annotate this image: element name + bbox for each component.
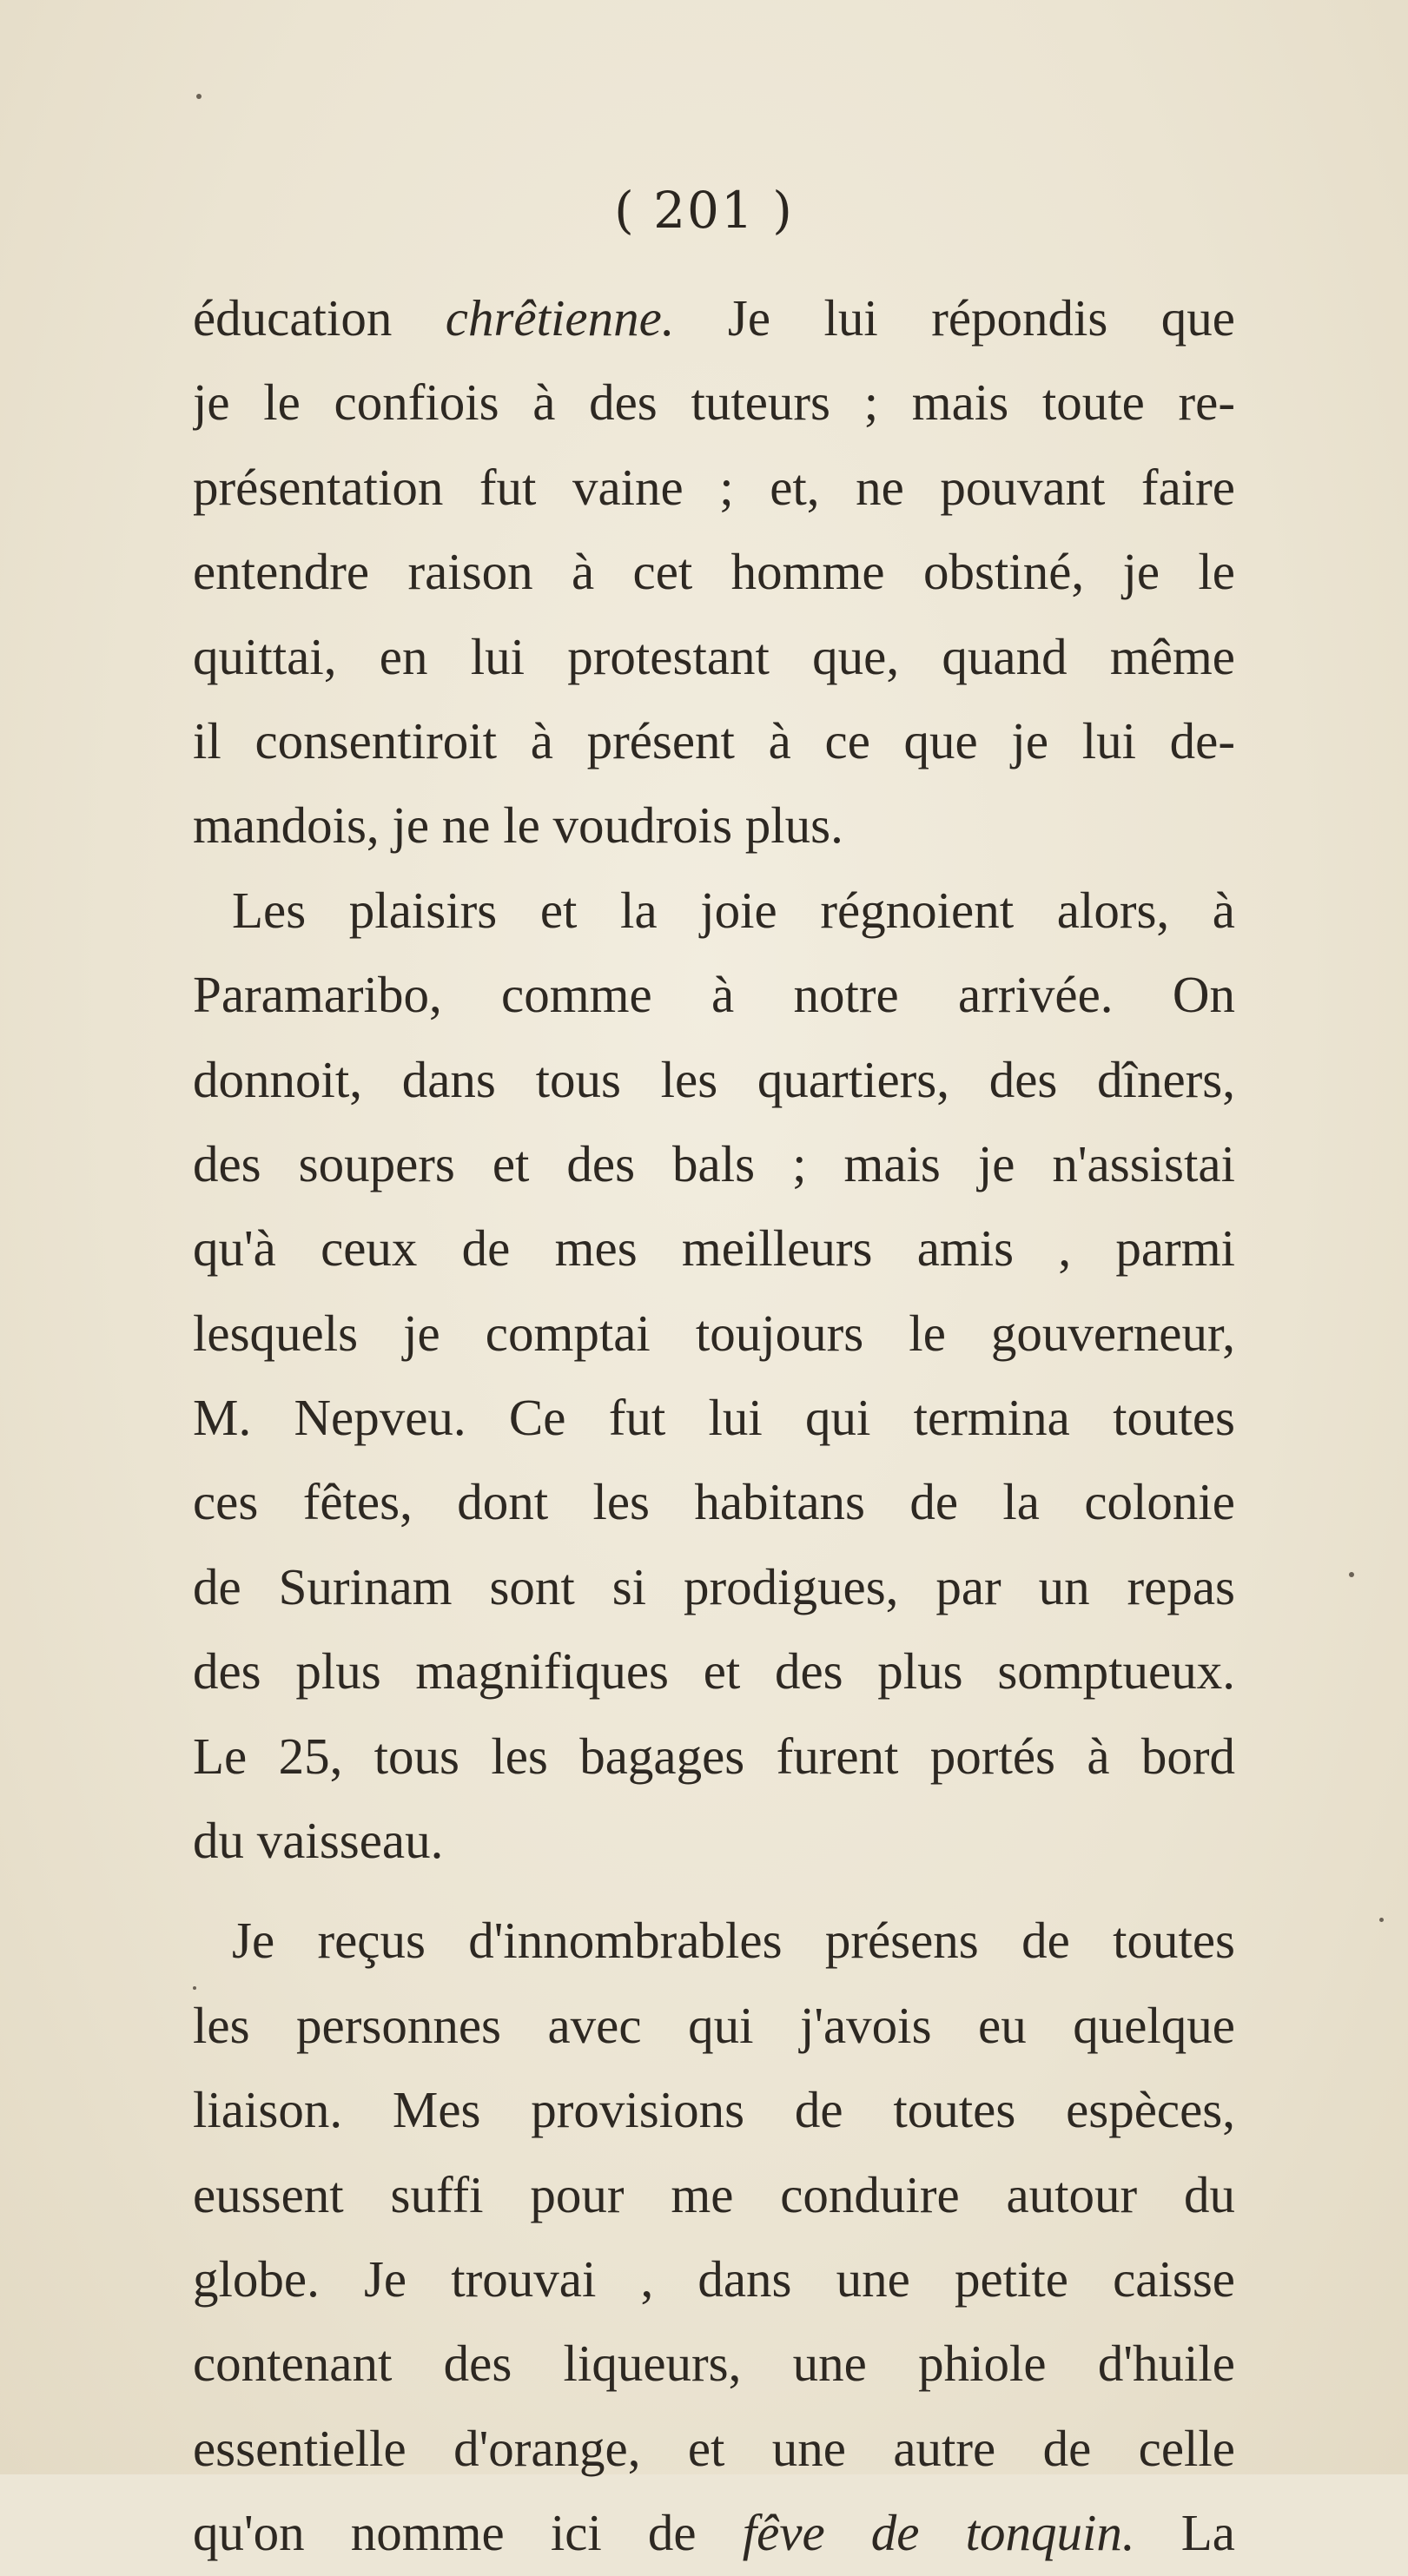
text-line: [193, 1545, 1235, 1629]
text-line: [193, 1714, 1235, 1799]
text-segment: je le confiois à des tuteurs ; mais toute re-: [193, 373, 1235, 432]
text-segment: il consentiroit à présent à ce que je lui de-: [193, 711, 1235, 769]
text-segment: M. Nepveu. Ce fut lui qui termina toutes: [193, 1389, 1235, 1447]
text-line: [193, 1122, 1235, 1206]
text-segment: contenant des liqueurs, une phiole d'huile: [193, 2335, 1235, 2393]
paper-speck: [193, 1986, 196, 1990]
text-line: [193, 2322, 1235, 2406]
paragraph-gap: [193, 1883, 1235, 1899]
text-segment: de Surinam sont si prodigues, par un repas: [193, 1557, 1235, 1615]
text-line: [193, 2153, 1235, 2237]
text-segment: donnoit, dans tous les quartiers, des dîners,: [193, 1050, 1235, 1108]
text-line: [193, 2407, 1235, 2491]
text-segment: Paramaribo, comme à notre arrivée. On: [193, 966, 1235, 1024]
text-line: [193, 1038, 1235, 1122]
text-line: [193, 953, 1235, 1037]
text-line: [193, 1376, 1235, 1460]
text-segment: qu'à ceux de mes meilleurs amis , parmi: [193, 1219, 1235, 1278]
text-segment: La: [1134, 2504, 1235, 2562]
text-line: [193, 1206, 1235, 1291]
text-line: [193, 1799, 1235, 1883]
text-segment: quittai, en lui protestant que, quand même: [193, 627, 1235, 685]
text-segment: lesquels je comptai toujours le gouverneur,: [193, 1304, 1235, 1362]
text-segment: liaison. Mes provisions de toutes espèces,: [193, 2081, 1235, 2139]
text-line: [193, 530, 1235, 614]
text-line: [193, 276, 1235, 360]
italic-text-segment: fêve de tonquin.: [742, 2504, 1135, 2562]
body-text: [193, 276, 1235, 2576]
text-line: [193, 783, 1235, 868]
text-segment: Le 25, tous les bagages furent portés à bord: [193, 1727, 1235, 1785]
text-segment: des soupers et des bals ; mais je n'assistai: [193, 1134, 1235, 1192]
text-segment: Je reçus d'innombrables présens de toutes: [232, 1912, 1235, 1970]
text-line: [193, 2068, 1235, 2152]
text-line: [193, 869, 1235, 953]
text-segment: eussent suffi pour me conduire autour du: [193, 2165, 1235, 2223]
text-segment: Les plaisirs et la joie régnoient alors, à: [232, 881, 1235, 939]
text-line: [193, 1629, 1235, 1714]
text-line: [193, 1460, 1235, 1544]
text-segment: Je lui répondis que: [674, 289, 1235, 347]
paper-speck: [1379, 1918, 1384, 1922]
text-line: [193, 699, 1235, 783]
text-line: [193, 1291, 1235, 1376]
text-segment: ces fêtes, dont les habitans de la colonie: [193, 1473, 1235, 1531]
text-segment: les personnes avec qui j'avois eu quelque: [193, 1996, 1235, 2054]
text-line: [193, 615, 1235, 699]
paper-speck: [196, 94, 202, 99]
text-line: [193, 446, 1235, 530]
text-segment: éducation: [193, 289, 446, 347]
text-line: [193, 1984, 1235, 2068]
text-segment: essentielle d'orange, et une autre de celle: [193, 2419, 1235, 2477]
text-line: [193, 2237, 1235, 2322]
paper-speck: [1349, 1572, 1354, 1577]
page-number-header: ( 201 ): [614, 181, 794, 240]
text-segment: du vaisseau.: [193, 1812, 444, 1870]
italic-text-segment: chrêtienne.: [445, 289, 675, 347]
text-segment: mandois, je ne le voudrois plus.: [193, 796, 843, 855]
text-segment: présentation fut vaine ; et, ne pouvant faire: [193, 458, 1235, 516]
text-line: [193, 360, 1235, 445]
text-segment: des plus magnifiques et des plus somptueux.: [193, 1642, 1235, 1701]
text-segment: qu'on nomme ici de: [193, 2504, 743, 2562]
text-segment: entendre raison à cet homme obstiné, je le: [193, 543, 1235, 601]
text-segment: globe. Je trouvai , dans une petite caisse: [193, 2249, 1235, 2308]
text-line: [193, 2491, 1235, 2575]
text-line: [193, 1899, 1235, 1983]
